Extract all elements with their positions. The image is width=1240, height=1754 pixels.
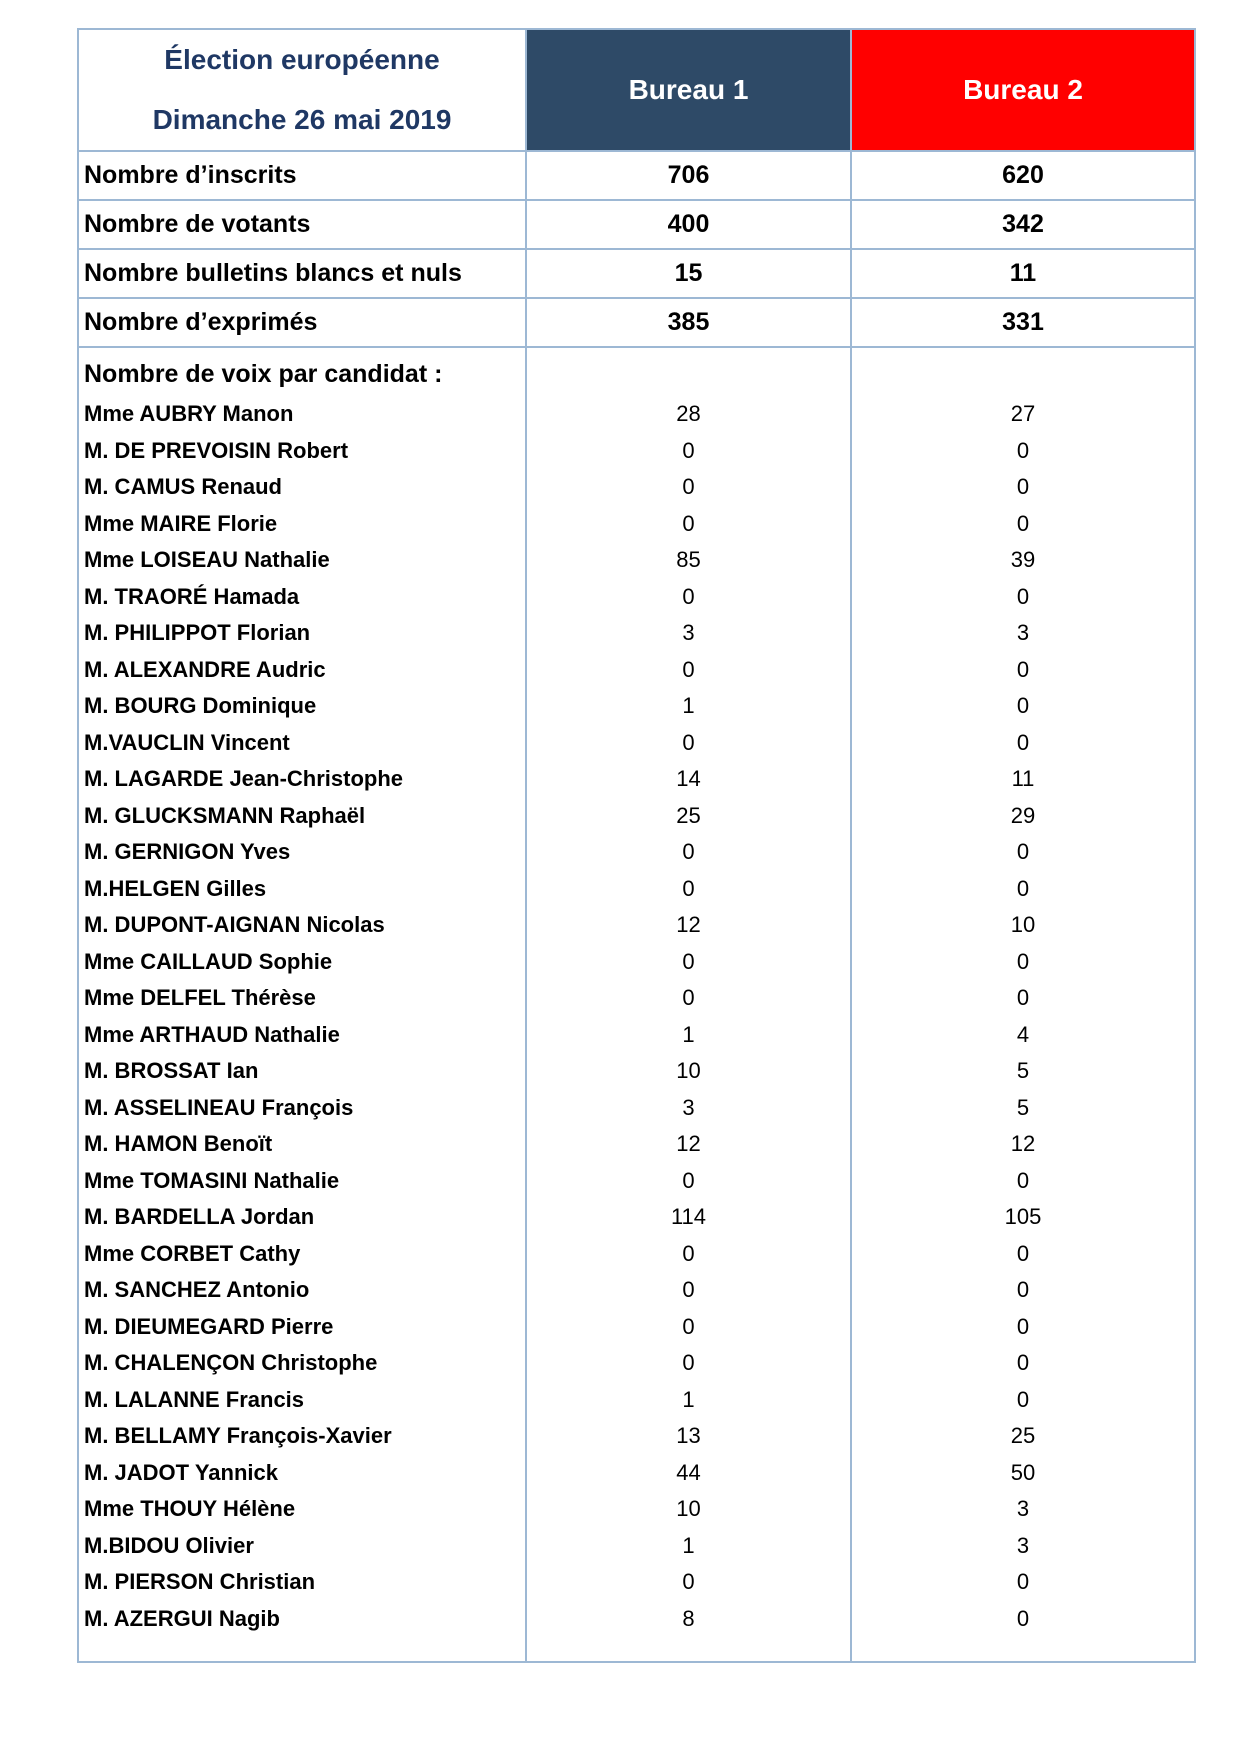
stat-row bbox=[78, 200, 1195, 249]
candidate-votes-bureau-2: 29 bbox=[1010, 802, 1036, 828]
stat-row bbox=[78, 249, 1195, 298]
candidate-name: M. LALANNE Francis bbox=[84, 1386, 305, 1412]
title-line-1: Élection européenne bbox=[164, 44, 440, 75]
candidate-votes-bureau-2: 0 bbox=[1016, 839, 1030, 864]
spacer bbox=[527, 348, 850, 396]
stat-row bbox=[78, 151, 1195, 200]
bureau-2-vote-list bbox=[852, 396, 1194, 1637]
candidate-votes-bureau-1: 8 bbox=[682, 1605, 695, 1631]
candidate-votes-bureau-1: 12 bbox=[676, 912, 701, 937]
candidate-votes-bureau-2: 3 bbox=[1016, 620, 1030, 645]
title-line-2: Dimanche 26 mai 2019 bbox=[152, 104, 452, 135]
candidate-votes-bureau-1: 1 bbox=[682, 1532, 695, 1558]
candidate-votes-bureau-1: 14 bbox=[676, 766, 701, 791]
candidate-votes-bureau-2: 0 bbox=[1016, 474, 1030, 499]
candidate-name: M. DIEUMEGARD Pierre bbox=[84, 1313, 334, 1339]
candidate-name: M. TRAORÉ Hamada bbox=[84, 583, 300, 609]
stat-value-bureau-1: 385 bbox=[526, 298, 851, 347]
candidate-votes-bureau-1: 0 bbox=[682, 656, 695, 682]
candidate-votes-bureau-2: 0 bbox=[1016, 985, 1030, 1010]
candidate-votes-bureau-1: 85 bbox=[676, 547, 701, 572]
candidate-votes-bureau-1: 114 bbox=[670, 1204, 707, 1229]
candidate-name: M.HELGEN Gilles bbox=[84, 875, 267, 901]
stat-label: Nombre d’inscrits bbox=[78, 151, 526, 200]
candidate-votes-bureau-2-cell bbox=[851, 347, 1195, 1662]
spacer bbox=[527, 1637, 850, 1661]
candidate-votes-bureau-1: 0 bbox=[682, 437, 695, 463]
candidate-name: M.VAUCLIN Vincent bbox=[84, 729, 290, 755]
stat-value-bureau-1: 706 bbox=[526, 151, 851, 200]
candidate-name: M. BARDELLA Jordan bbox=[84, 1204, 315, 1229]
candidate-votes-bureau-2: 50 bbox=[1010, 1459, 1036, 1485]
candidate-votes-bureau-2: 3 bbox=[1016, 1532, 1030, 1558]
candidate-votes-bureau-1: 25 bbox=[676, 802, 701, 828]
candidate-votes-bureau-1: 1 bbox=[682, 1021, 695, 1047]
candidate-name: Mme ARTHAUD Nathalie bbox=[84, 1021, 340, 1047]
candidate-name: M. BELLAMY François-Xavier bbox=[84, 1423, 392, 1448]
candidate-votes-bureau-2: 3 bbox=[1016, 1496, 1030, 1521]
candidate-name: Mme AUBRY Manon bbox=[84, 401, 294, 426]
candidate-votes-bureau-2: 27 bbox=[1010, 401, 1036, 426]
candidate-votes-bureau-2: 12 bbox=[1010, 1131, 1036, 1156]
candidate-votes-bureau-1: 0 bbox=[682, 474, 695, 499]
candidate-name: M. ASSELINEAU François bbox=[84, 1094, 354, 1120]
candidate-votes-bureau-1: 0 bbox=[682, 1350, 695, 1375]
candidate-votes-bureau-1: 3 bbox=[682, 1094, 695, 1120]
candidate-votes-bureau-2: 39 bbox=[1010, 547, 1036, 572]
candidate-votes-bureau-2: 0 bbox=[1016, 437, 1030, 463]
candidate-votes-bureau-1: 0 bbox=[682, 1167, 695, 1193]
bureau-2-header: Bureau 2 bbox=[851, 29, 1195, 151]
candidate-votes-bureau-2: 0 bbox=[1016, 1313, 1030, 1339]
candidate-name: M. BOURG Dominique bbox=[84, 693, 317, 718]
candidate-votes-bureau-1: 3 bbox=[682, 620, 695, 645]
candidate-votes-bureau-1: 10 bbox=[676, 1058, 701, 1083]
candidate-votes-bureau-2: 10 bbox=[1010, 912, 1036, 937]
candidate-votes-bureau-1: 0 bbox=[682, 1313, 695, 1339]
candidate-votes-bureau-2: 25 bbox=[1010, 1423, 1036, 1448]
candidate-name: Mme CORBET Cathy bbox=[84, 1240, 301, 1266]
candidate-name: Mme CAILLAUD Sophie bbox=[84, 948, 333, 974]
candidate-votes-bureau-2: 0 bbox=[1016, 729, 1030, 755]
stat-label: Nombre d’exprimés bbox=[78, 298, 526, 347]
candidates-heading: Nombre de voix par candidat : bbox=[84, 360, 443, 388]
spacer bbox=[852, 1637, 1194, 1661]
candidate-name: M.BIDOU Olivier bbox=[84, 1532, 254, 1558]
candidate-votes-bureau-2: 4 bbox=[1016, 1021, 1030, 1047]
candidate-votes-bureau-1: 0 bbox=[682, 985, 695, 1010]
stat-value-bureau-2: 620 bbox=[851, 151, 1195, 200]
candidate-votes-bureau-1: 0 bbox=[682, 839, 695, 864]
spacer bbox=[79, 1637, 525, 1661]
candidate-name: M. AZERGUI Nagib bbox=[84, 1605, 280, 1631]
candidate-name: M. CHALENÇON Christophe bbox=[84, 1350, 378, 1375]
candidate-name: M. BROSSAT Ian bbox=[84, 1058, 259, 1083]
candidate-name: M. PIERSON Christian bbox=[84, 1569, 316, 1594]
candidate-name: M. JADOT Yannick bbox=[84, 1459, 278, 1485]
candidate-votes-bureau-1: 0 bbox=[682, 948, 695, 974]
candidate-name: M. PHILIPPOT Florian bbox=[84, 620, 311, 645]
candidate-votes-bureau-2: 0 bbox=[1016, 1605, 1030, 1631]
candidate-votes-bureau-1: 12 bbox=[676, 1131, 701, 1156]
candidate-votes-bureau-2: 0 bbox=[1016, 948, 1030, 974]
stat-row bbox=[78, 298, 1195, 347]
candidate-votes-bureau-2: 0 bbox=[1016, 510, 1030, 536]
stat-label: Nombre bulletins blancs et nuls bbox=[78, 249, 526, 298]
candidate-votes-bureau-1: 1 bbox=[682, 693, 695, 718]
candidate-votes-bureau-1: 1 bbox=[682, 1386, 695, 1412]
candidate-name: Mme THOUY Hélène bbox=[84, 1496, 296, 1521]
bureau-1-vote-list bbox=[527, 396, 850, 1637]
candidate-votes-bureau-2: 0 bbox=[1016, 1277, 1030, 1302]
candidate-name: M. CAMUS Renaud bbox=[84, 474, 282, 499]
candidate-names-cell bbox=[78, 347, 526, 1662]
candidate-votes-bureau-2: 0 bbox=[1016, 1569, 1030, 1594]
stat-value-bureau-2: 11 bbox=[851, 249, 1195, 298]
candidate-votes-bureau-1: 0 bbox=[682, 1277, 695, 1302]
candidate-name: M. HAMON Benoït bbox=[84, 1131, 273, 1156]
spacer bbox=[852, 348, 1194, 396]
results-table bbox=[77, 28, 1196, 1663]
candidate-votes-bureau-1: 0 bbox=[682, 729, 695, 755]
candidate-votes-bureau-2: 105 bbox=[1004, 1204, 1042, 1229]
candidate-votes-bureau-2: 11 bbox=[1011, 766, 1035, 791]
candidate-name: M. DUPONT-AIGNAN Nicolas bbox=[84, 912, 385, 937]
candidate-votes-bureau-1: 0 bbox=[682, 1569, 695, 1594]
candidate-votes-bureau-2: 0 bbox=[1016, 1240, 1030, 1266]
candidate-votes-bureau-2: 5 bbox=[1016, 1058, 1030, 1083]
candidate-votes-bureau-2: 0 bbox=[1016, 875, 1030, 901]
candidate-votes-bureau-1: 0 bbox=[682, 583, 695, 609]
candidate-name: M. GLUCKSMANN Raphaël bbox=[84, 802, 366, 828]
candidate-votes-bureau-2: 0 bbox=[1016, 693, 1030, 718]
stat-label: Nombre de votants bbox=[78, 200, 526, 249]
candidate-votes-bureau-2: 0 bbox=[1016, 1167, 1030, 1193]
stat-value-bureau-2: 342 bbox=[851, 200, 1195, 249]
candidate-name: M. DE PREVOISIN Robert bbox=[84, 437, 349, 463]
candidate-votes-bureau-1: 28 bbox=[676, 401, 701, 426]
candidate-name: Mme DELFEL Thérèse bbox=[84, 985, 316, 1010]
stat-value-bureau-1: 15 bbox=[526, 249, 851, 298]
stat-value-bureau-2: 331 bbox=[851, 298, 1195, 347]
candidate-votes-bureau-2: 0 bbox=[1016, 1350, 1030, 1375]
candidate-votes-bureau-1-cell bbox=[526, 347, 851, 1662]
table-title bbox=[78, 29, 526, 151]
stat-value-bureau-1: 400 bbox=[526, 200, 851, 249]
candidate-votes-bureau-2: 0 bbox=[1016, 583, 1030, 609]
candidate-votes-bureau-1: 0 bbox=[682, 510, 695, 536]
bureau-1-header: Bureau 1 bbox=[526, 29, 851, 151]
candidate-name: M. LAGARDE Jean-Christophe bbox=[84, 766, 404, 791]
candidate-votes-bureau-1: 0 bbox=[682, 875, 695, 901]
candidates-row bbox=[78, 347, 1195, 1662]
candidate-votes-bureau-1: 13 bbox=[676, 1423, 701, 1448]
candidate-name: M. ALEXANDRE Audric bbox=[84, 656, 326, 682]
candidate-name: Mme LOISEAU Nathalie bbox=[84, 547, 330, 572]
candidate-votes-bureau-2: 0 bbox=[1016, 656, 1030, 682]
candidate-votes-bureau-2: 5 bbox=[1016, 1094, 1030, 1120]
header-row bbox=[78, 29, 1195, 151]
candidate-name: Mme TOMASINI Nathalie bbox=[84, 1167, 340, 1193]
candidate-votes-bureau-1: 0 bbox=[682, 1240, 695, 1266]
candidate-votes-bureau-2: 0 bbox=[1016, 1386, 1030, 1412]
candidate-votes-bureau-1: 10 bbox=[676, 1496, 701, 1521]
candidate-name: M. SANCHEZ Antonio bbox=[84, 1277, 310, 1302]
candidate-votes-bureau-1: 44 bbox=[676, 1459, 701, 1485]
candidate-name: Mme MAIRE Florie bbox=[84, 510, 278, 536]
candidate-name-list bbox=[79, 396, 525, 1637]
candidate-name: M. GERNIGON Yves bbox=[84, 839, 291, 864]
